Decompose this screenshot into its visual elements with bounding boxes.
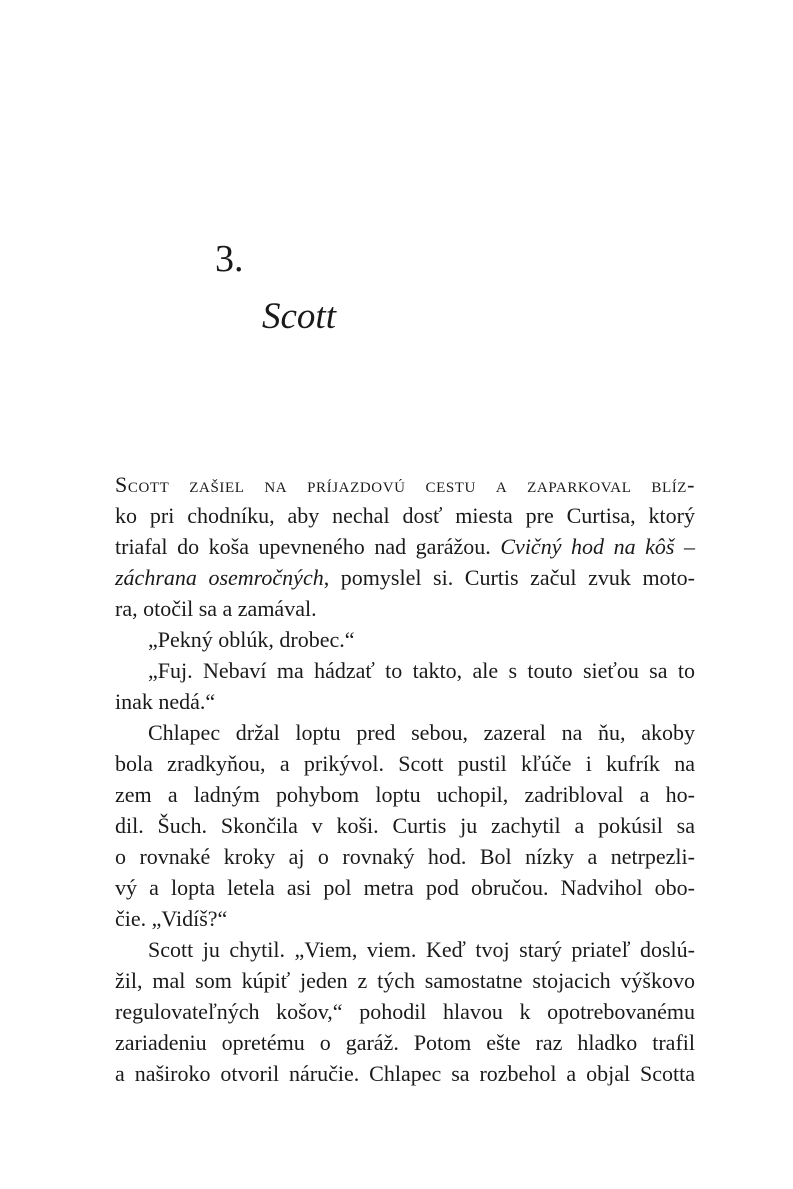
text-segment: „Fuj. Nebaví ma hádzať to takto, ale s touto sieťou sa to: [148, 658, 695, 683]
text-segment: triafal do koša upevneného nad garážou.: [115, 534, 501, 559]
italic-text: Cvičný hod na kôš –: [500, 534, 696, 559]
chapter-body-text: [115, 469, 695, 1089]
text-line: [115, 717, 695, 748]
text-line: [115, 686, 695, 717]
text-line: [115, 934, 695, 965]
text-segment: bola zradkyňou, a prikývol. Scott pustil kľúče i kufrík na: [115, 751, 695, 776]
chapter-number: 3.: [215, 238, 244, 280]
text-segment: zariadeniu opretému o garáž. Potom ešte raz hladko trafil: [115, 1030, 695, 1055]
text-segment: čie. „Vidíš?“: [115, 906, 228, 931]
text-segment: Chlapec držal loptu pred sebou, zazeral na ňu, akoby: [148, 720, 695, 745]
text-line: [115, 841, 695, 872]
text-segment: zem a ladným pohybom loptu uchopil, zadribloval a ho-: [115, 782, 695, 807]
text-line: [115, 500, 695, 531]
text-segment: inak nedá.“: [115, 689, 216, 714]
text-segment: žil, mal som kúpiť jeden z tých samostatne stojacich výškovo: [115, 968, 695, 993]
text-line: [115, 624, 695, 655]
text-segment: , pomyslel si. Curtis začul zvuk moto-: [323, 565, 695, 590]
text-line: [115, 810, 695, 841]
text-line: [115, 1027, 695, 1058]
text-line: [115, 562, 695, 593]
text-line: [115, 996, 695, 1027]
text-line: [115, 748, 695, 779]
text-line: [115, 655, 695, 686]
text-line: [115, 872, 695, 903]
text-segment: a naširoko otvoril náručie. Chlapec sa rozbehol a objal Scotta: [115, 1061, 695, 1086]
text-line: [115, 779, 695, 810]
small-caps-text: Scott zašiel na príjazdovú cestu a zaparkoval blíz-: [115, 472, 695, 497]
text-segment: ko pri chodníku, aby nechal dosť miesta pre Curtisa, ktorý: [115, 503, 695, 528]
text-line: [115, 531, 695, 562]
text-line: [115, 469, 695, 500]
text-segment: vý a lopta letela asi pol metra pod obručou. Nadvihol obo-: [115, 875, 695, 900]
text-segment: o rovnaké kroky aj o rovnaký hod. Bol nízky a netrpezli-: [115, 844, 695, 869]
text-line: [115, 903, 695, 934]
text-line: [115, 965, 695, 996]
chapter-title: Scott: [262, 296, 336, 337]
text-line: [115, 593, 695, 624]
italic-text: záchrana osemročných: [115, 565, 324, 590]
text-segment: dil. Šuch. Skončila v koši. Curtis ju zachytil a pokúsil sa: [115, 813, 695, 838]
text-segment: Scott ju chytil. „Viem, viem. Keď tvoj starý priateľ doslú-: [148, 937, 695, 962]
text-segment: ra, otočil sa a zamával.: [115, 596, 317, 621]
text-segment: regulovateľných košov,“ pohodil hlavou k opotrebovanému: [115, 999, 695, 1024]
text-segment: „Pekný oblúk, drobec.“: [148, 627, 355, 652]
text-line: [115, 1058, 695, 1089]
